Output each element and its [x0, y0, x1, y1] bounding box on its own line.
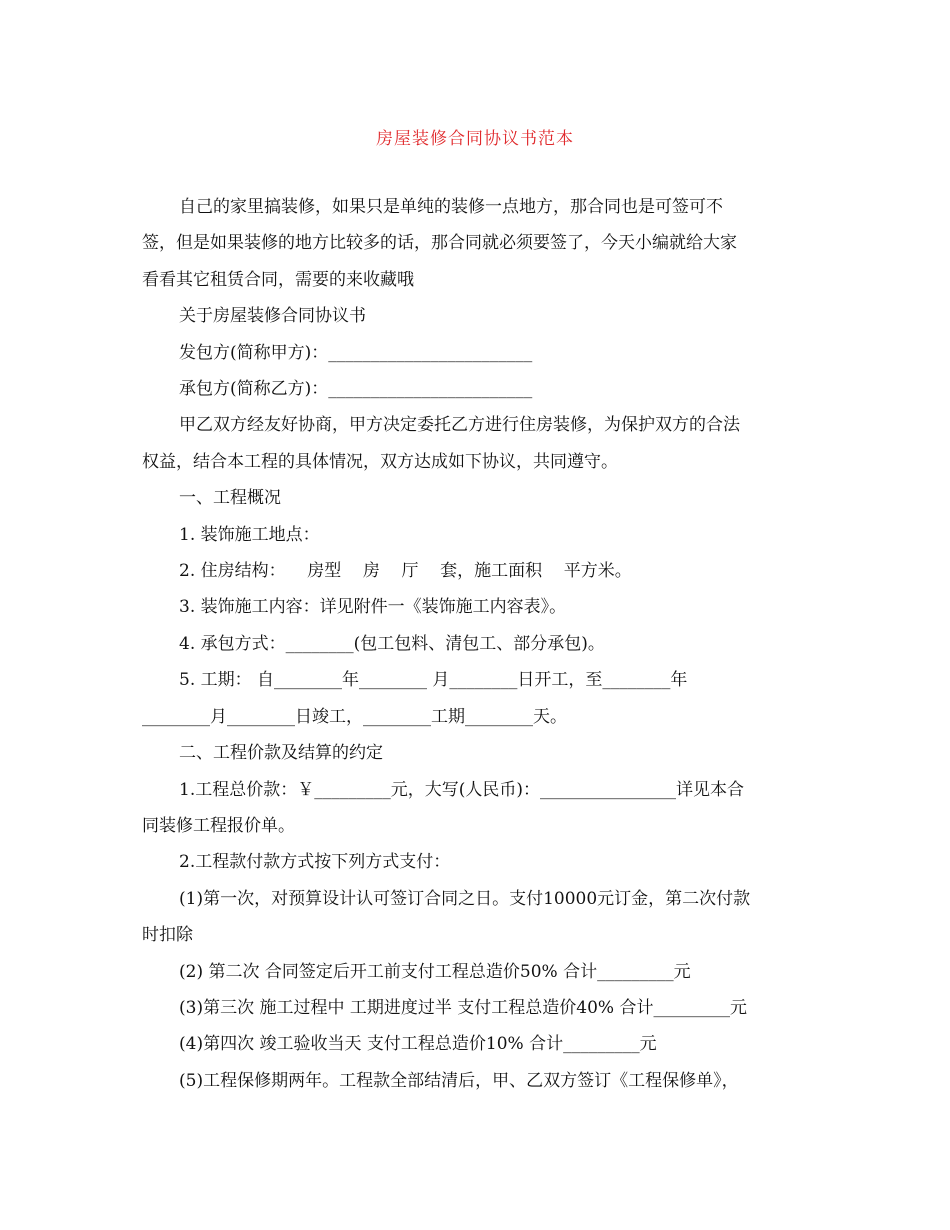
payment-3: (3)第三次 施工过程中 工期进度过半 支付工程总造价40% 合计_________元 [179, 997, 747, 1018]
party-a-line: 发包方(简称甲方)：________________________ [179, 342, 533, 363]
clause-2-2: 2.工程款付款方式按下列方式支付： [179, 852, 451, 873]
clause-2-1-line-1: 1.工程总价款：￥_________元，大写(人民币)：________________详见本合 [179, 779, 744, 800]
clause-1-1: 1. 装饰施工地点： [179, 524, 320, 545]
clause-1-5-line-2: ________月________日竣工，________工期________天。 [142, 706, 567, 727]
party-b-line: 承包方(简称乙方)：________________________ [179, 379, 533, 400]
document-body [142, 189, 807, 1099]
agreement-heading: 关于房屋装修合同协议书 [179, 306, 366, 327]
payment-5: (5)工程保修期两年。工程款全部结清后，甲、乙双方签订《工程保修单》， [179, 1070, 739, 1091]
clause-2-1-line-2: 同装修工程报价单。 [142, 815, 295, 836]
intro-paragraph-line-3: 看看其它租赁合同，需要的来收藏哦 [142, 269, 414, 290]
clause-1-2: 2. 住房结构： 房型 房 厅 套，施工面积 平方米。 [179, 561, 632, 582]
section-heading-overview: 一、工程概况 [179, 488, 281, 509]
payment-4: (4)第四次 竣工验收当天 支付工程总造价10% 合计_________元 [179, 1034, 657, 1055]
payment-2: (2) 第二次 合同签定后开工前支付工程总造价50% 合计_________元 [179, 961, 691, 982]
section-heading-payment: 二、工程价款及结算的约定 [179, 743, 383, 764]
clause-1-5-line-1: 5. 工期： 自________年________ 月________日开工，至________年 [179, 670, 688, 691]
intro-paragraph-line-1: 自己的家里搞装修，如果只是单纯的装修一点地方，那合同也是可签可不 [179, 197, 723, 217]
intro-paragraph-line-2: 签，但是如果装修的地方比较多的话，那合同就必须要签了，今天小编就给大家 [142, 233, 737, 254]
document-title: 房屋装修合同协议书范本 [376, 129, 574, 149]
agreement-preamble-line-2: 权益，结合本工程的具体情况，双方达成如下协议，共同遵守。 [142, 451, 618, 472]
clause-1-4: 4. 承包方式：________(包工包料、清包工、部分承包)。 [179, 633, 605, 654]
clause-1-3: 3. 装饰施工内容：详见附件一《装饰施工内容表》。 [179, 597, 567, 618]
payment-1-line-1: (1)第一次，对预算设计认可签订合同之日。支付10000元订金，第二次付款 [179, 888, 751, 909]
agreement-preamble-line-1: 甲乙双方经友好协商，甲方决定委托乙方进行住房装修，为保护双方的合法 [179, 415, 740, 436]
payment-1-line-2: 时扣除 [142, 925, 193, 946]
